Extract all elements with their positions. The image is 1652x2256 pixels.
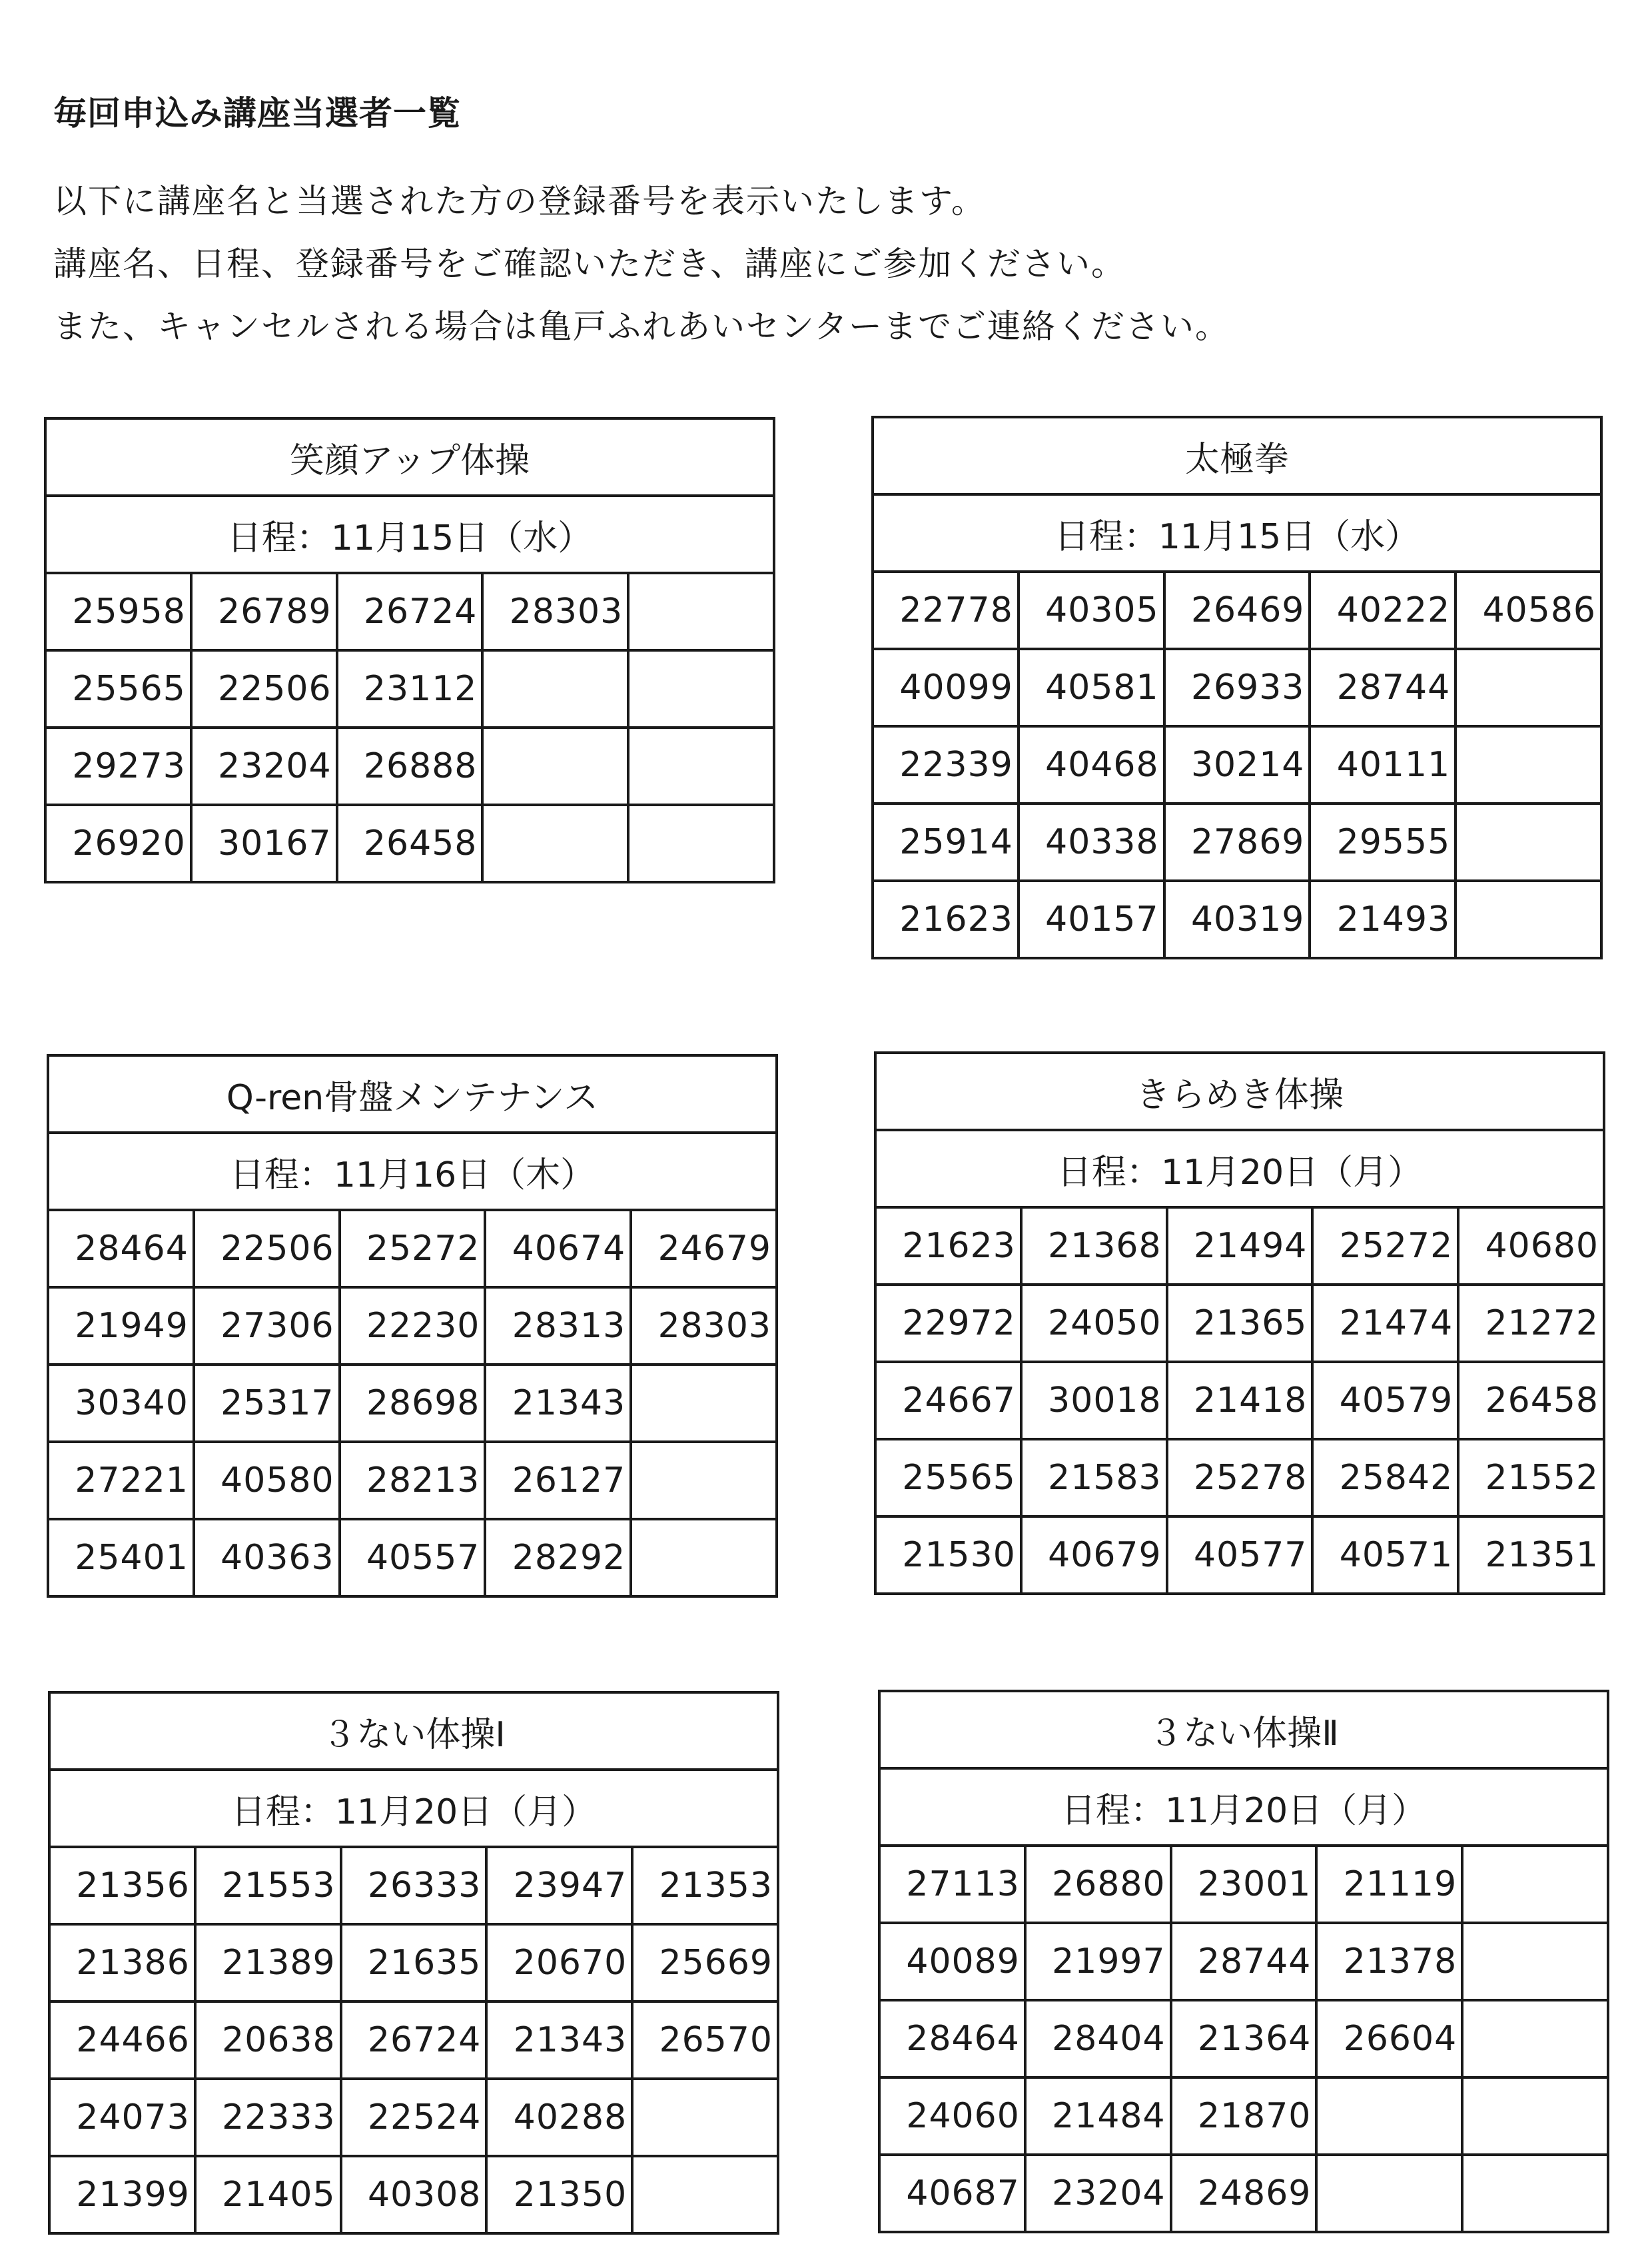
registration-number-cell: 21623 <box>875 1207 1021 1285</box>
registration-number-cell: 22333 <box>195 2079 341 2156</box>
registration-number-cell: 25565 <box>45 650 191 728</box>
registration-number-cell: 21353 <box>632 1847 778 1924</box>
registration-number-cell: 21553 <box>195 1847 341 1924</box>
registration-number-cell: 21364 <box>1171 2000 1317 2077</box>
table-row <box>879 2155 1608 2232</box>
registration-number-cell: 23204 <box>1025 2155 1171 2232</box>
registration-number-cell: 21343 <box>485 1365 631 1442</box>
table-row <box>49 1924 778 2001</box>
registration-number-cell <box>632 2079 778 2156</box>
registration-number-cell <box>631 1442 777 1519</box>
course-name: きらめき体操 <box>875 1053 1604 1130</box>
registration-number-cell: 21494 <box>1167 1207 1313 1285</box>
registration-number-cell <box>1455 804 1601 881</box>
registration-number-cell: 40581 <box>1019 649 1164 726</box>
registration-number-cell: 30340 <box>48 1365 194 1442</box>
registration-number-cell <box>1316 2077 1462 2155</box>
registration-number-cell: 26789 <box>191 573 337 650</box>
registration-number-cell: 28292 <box>485 1519 631 1596</box>
registration-number-cell: 26888 <box>337 728 483 805</box>
registration-number-cell <box>1462 2000 1608 2077</box>
course-name: 太極拳 <box>873 417 1601 494</box>
course-name: 笑顔アップ体操 <box>45 418 774 496</box>
table-row <box>873 726 1601 804</box>
registration-number-cell: 40577 <box>1167 1516 1313 1594</box>
registration-number-cell: 21119 <box>1316 1846 1462 1923</box>
registration-number-cell: 26458 <box>337 805 483 882</box>
registration-number-cell: 21530 <box>875 1516 1021 1594</box>
registration-number-cell: 40687 <box>879 2155 1025 2232</box>
registration-number-cell: 21484 <box>1025 2077 1171 2155</box>
table-row <box>49 2079 778 2156</box>
course-date: 日程：11月20日（月） <box>879 1768 1608 1846</box>
registration-number-cell: 26724 <box>341 2001 487 2079</box>
registration-number-cell <box>482 805 628 882</box>
registration-number-cell: 27306 <box>194 1287 340 1365</box>
intro-text <box>53 170 1230 358</box>
registration-number-cell <box>1462 1846 1608 1923</box>
registration-number-cell: 26458 <box>1458 1362 1604 1439</box>
registration-number-cell: 21997 <box>1025 1923 1171 2000</box>
table-row <box>873 649 1601 726</box>
course-date: 日程：11月15日（水） <box>873 494 1601 572</box>
table-row <box>48 1442 777 1519</box>
registration-number-cell: 25317 <box>194 1365 340 1442</box>
registration-number-cell: 24667 <box>875 1362 1021 1439</box>
registration-number-cell <box>628 573 774 650</box>
registration-number-cell: 28464 <box>48 1210 194 1287</box>
registration-number-cell: 24679 <box>631 1210 777 1287</box>
course-date: 日程：11月15日（水） <box>45 496 774 573</box>
registration-number-cell: 21356 <box>49 1847 195 1924</box>
page-title: 毎回申込み講座当選者一覧 <box>53 94 461 133</box>
registration-number-cell: 23001 <box>1171 1846 1317 1923</box>
course-name: ３ない体操Ⅱ <box>879 1691 1608 1768</box>
table-row <box>48 1365 777 1442</box>
registration-number-cell: 21389 <box>195 1924 341 2001</box>
registration-number-cell: 26604 <box>1316 2000 1462 2077</box>
registration-number-cell: 21949 <box>48 1287 194 1365</box>
registration-number-cell: 21493 <box>1310 881 1455 958</box>
registration-number-cell: 29273 <box>45 728 191 805</box>
registration-number-cell: 28404 <box>1025 2000 1171 2077</box>
table-row <box>49 1847 778 1924</box>
registration-number-cell <box>1455 726 1601 804</box>
registration-number-cell: 23947 <box>486 1847 632 1924</box>
registration-number-cell: 26920 <box>45 805 191 882</box>
registration-number-cell: 26570 <box>632 2001 778 2079</box>
registration-number-cell: 21623 <box>873 881 1019 958</box>
table-row <box>879 1846 1608 1923</box>
registration-number-cell <box>632 2156 778 2233</box>
registration-number-cell: 23112 <box>337 650 483 728</box>
registration-number-cell: 20638 <box>195 2001 341 2079</box>
registration-number-cell: 40308 <box>341 2156 487 2233</box>
registration-number-cell: 27869 <box>1164 804 1310 881</box>
table-row <box>48 1287 777 1365</box>
course-date: 日程：11月20日（月） <box>875 1130 1604 1207</box>
registration-number-cell: 22506 <box>194 1210 340 1287</box>
table-row <box>873 572 1601 649</box>
registration-number-cell: 22339 <box>873 726 1019 804</box>
course-date: 日程：11月16日（木） <box>48 1133 777 1210</box>
registration-number-cell: 40468 <box>1019 726 1164 804</box>
table-row <box>48 1519 777 1596</box>
registration-number-cell: 24050 <box>1021 1285 1167 1362</box>
intro-line: また、キャンセルされる場合は亀戸ふれあいセンターまでご連絡ください。 <box>53 307 1230 346</box>
registration-number-cell: 26724 <box>337 573 483 650</box>
registration-number-cell <box>1462 1923 1608 2000</box>
registration-number-cell: 28313 <box>485 1287 631 1365</box>
registration-number-cell: 40363 <box>194 1519 340 1596</box>
registration-number-cell: 29555 <box>1310 804 1455 881</box>
registration-number-cell: 40288 <box>486 2079 632 2156</box>
registration-number-cell <box>482 650 628 728</box>
registration-number-cell: 21418 <box>1167 1362 1313 1439</box>
registration-number-cell: 22230 <box>340 1287 486 1365</box>
registration-number-cell: 21583 <box>1021 1439 1167 1516</box>
registration-number-cell: 40557 <box>340 1519 486 1596</box>
registration-number-cell <box>628 805 774 882</box>
registration-number-cell: 28303 <box>482 573 628 650</box>
registration-number-cell: 21350 <box>486 2156 632 2233</box>
registration-number-cell <box>1462 2155 1608 2232</box>
registration-number-cell: 40571 <box>1312 1516 1458 1594</box>
registration-number-cell: 21351 <box>1458 1516 1604 1594</box>
registration-number-cell: 40305 <box>1019 572 1164 649</box>
course-name: Q-ren骨盤メンテナンス <box>48 1055 777 1133</box>
registration-number-cell: 30214 <box>1164 726 1310 804</box>
table-row <box>45 573 774 650</box>
registration-number-cell: 25272 <box>340 1210 486 1287</box>
registration-number-cell: 22524 <box>341 2079 487 2156</box>
registration-number-cell: 21378 <box>1316 1923 1462 2000</box>
registration-number-cell: 25278 <box>1167 1439 1313 1516</box>
table-row <box>45 650 774 728</box>
registration-number-cell: 20670 <box>486 1924 632 2001</box>
registration-number-cell: 21343 <box>486 2001 632 2079</box>
registration-number-cell: 24869 <box>1171 2155 1317 2232</box>
registration-number-cell: 27221 <box>48 1442 194 1519</box>
course-table-3nai-1 <box>48 1691 779 2235</box>
registration-number-cell <box>1455 649 1601 726</box>
registration-number-cell: 25958 <box>45 573 191 650</box>
registration-number-cell: 24073 <box>49 2079 195 2156</box>
registration-number-cell: 26880 <box>1025 1846 1171 1923</box>
table-row <box>49 2001 778 2079</box>
registration-number-cell: 25914 <box>873 804 1019 881</box>
registration-number-cell <box>631 1519 777 1596</box>
registration-number-cell: 28744 <box>1171 1923 1317 2000</box>
table-row <box>875 1285 1604 1362</box>
table-row <box>879 1923 1608 2000</box>
intro-line: 以下に講座名と当選された方の登録番号を表示いたします。 <box>53 182 986 221</box>
table-row <box>45 728 774 805</box>
course-table-taikyokuken <box>871 416 1603 959</box>
course-table-kirameki <box>874 1051 1605 1595</box>
registration-number-cell: 40089 <box>879 1923 1025 2000</box>
registration-number-cell: 21365 <box>1167 1285 1313 1362</box>
registration-number-cell <box>1462 2077 1608 2155</box>
registration-number-cell: 22778 <box>873 572 1019 649</box>
registration-number-cell: 40222 <box>1310 572 1455 649</box>
course-table-egao-up <box>44 417 775 883</box>
table-row <box>875 1207 1604 1285</box>
registration-number-cell: 21635 <box>341 1924 487 2001</box>
table-row <box>875 1362 1604 1439</box>
registration-number-cell: 21272 <box>1458 1285 1604 1362</box>
registration-number-cell: 28744 <box>1310 649 1455 726</box>
registration-number-cell: 40679 <box>1021 1516 1167 1594</box>
registration-number-cell <box>628 728 774 805</box>
table-row <box>873 881 1601 958</box>
registration-number-cell: 40674 <box>485 1210 631 1287</box>
registration-number-cell: 40319 <box>1164 881 1310 958</box>
table-row <box>45 805 774 882</box>
table-row <box>875 1439 1604 1516</box>
registration-number-cell <box>628 650 774 728</box>
registration-number-cell: 30018 <box>1021 1362 1167 1439</box>
registration-number-cell: 22972 <box>875 1285 1021 1362</box>
table-row <box>879 2000 1608 2077</box>
registration-number-cell: 40579 <box>1312 1362 1458 1439</box>
registration-number-cell <box>631 1365 777 1442</box>
registration-number-cell: 40680 <box>1458 1207 1604 1285</box>
table-row <box>48 1210 777 1287</box>
registration-number-cell <box>1316 2155 1462 2232</box>
course-table-qren <box>47 1054 778 1598</box>
registration-number-cell: 21386 <box>49 1924 195 2001</box>
registration-number-cell: 25401 <box>48 1519 194 1596</box>
registration-number-cell: 24060 <box>879 2077 1025 2155</box>
registration-number-cell: 26469 <box>1164 572 1310 649</box>
registration-number-cell: 24466 <box>49 2001 195 2079</box>
registration-number-cell <box>1455 881 1601 958</box>
registration-number-cell: 28464 <box>879 2000 1025 2077</box>
registration-number-cell: 40586 <box>1455 572 1601 649</box>
registration-number-cell: 26127 <box>485 1442 631 1519</box>
course-table-3nai-2 <box>878 1690 1609 2233</box>
table-row <box>873 804 1601 881</box>
registration-number-cell: 40338 <box>1019 804 1164 881</box>
registration-number-cell: 25669 <box>632 1924 778 2001</box>
registration-number-cell: 28698 <box>340 1365 486 1442</box>
registration-number-cell: 40099 <box>873 649 1019 726</box>
registration-number-cell: 25565 <box>875 1439 1021 1516</box>
intro-line: 講座名、日程、登録番号をご確認いただき、講座にご参加ください。 <box>53 245 1126 283</box>
registration-number-cell: 40580 <box>194 1442 340 1519</box>
table-row <box>879 2077 1608 2155</box>
registration-number-cell: 21405 <box>195 2156 341 2233</box>
registration-number-cell: 23204 <box>191 728 337 805</box>
course-date: 日程：11月20日（月） <box>49 1770 778 1847</box>
course-name: ３ない体操Ⅰ <box>49 1692 778 1770</box>
registration-number-cell: 21870 <box>1171 2077 1317 2155</box>
registration-number-cell <box>482 728 628 805</box>
registration-number-cell: 21368 <box>1021 1207 1167 1285</box>
registration-number-cell: 28213 <box>340 1442 486 1519</box>
registration-number-cell: 22506 <box>191 650 337 728</box>
registration-number-cell: 28303 <box>631 1287 777 1365</box>
registration-number-cell: 30167 <box>191 805 337 882</box>
registration-number-cell: 21399 <box>49 2156 195 2233</box>
registration-number-cell: 40111 <box>1310 726 1455 804</box>
registration-number-cell: 21552 <box>1458 1439 1604 1516</box>
registration-number-cell: 25842 <box>1312 1439 1458 1516</box>
registration-number-cell: 27113 <box>879 1846 1025 1923</box>
registration-number-cell: 25272 <box>1312 1207 1458 1285</box>
registration-number-cell: 26933 <box>1164 649 1310 726</box>
table-row <box>49 2156 778 2233</box>
registration-number-cell: 21474 <box>1312 1285 1458 1362</box>
registration-number-cell: 26333 <box>341 1847 487 1924</box>
registration-number-cell: 40157 <box>1019 881 1164 958</box>
table-row <box>875 1516 1604 1594</box>
